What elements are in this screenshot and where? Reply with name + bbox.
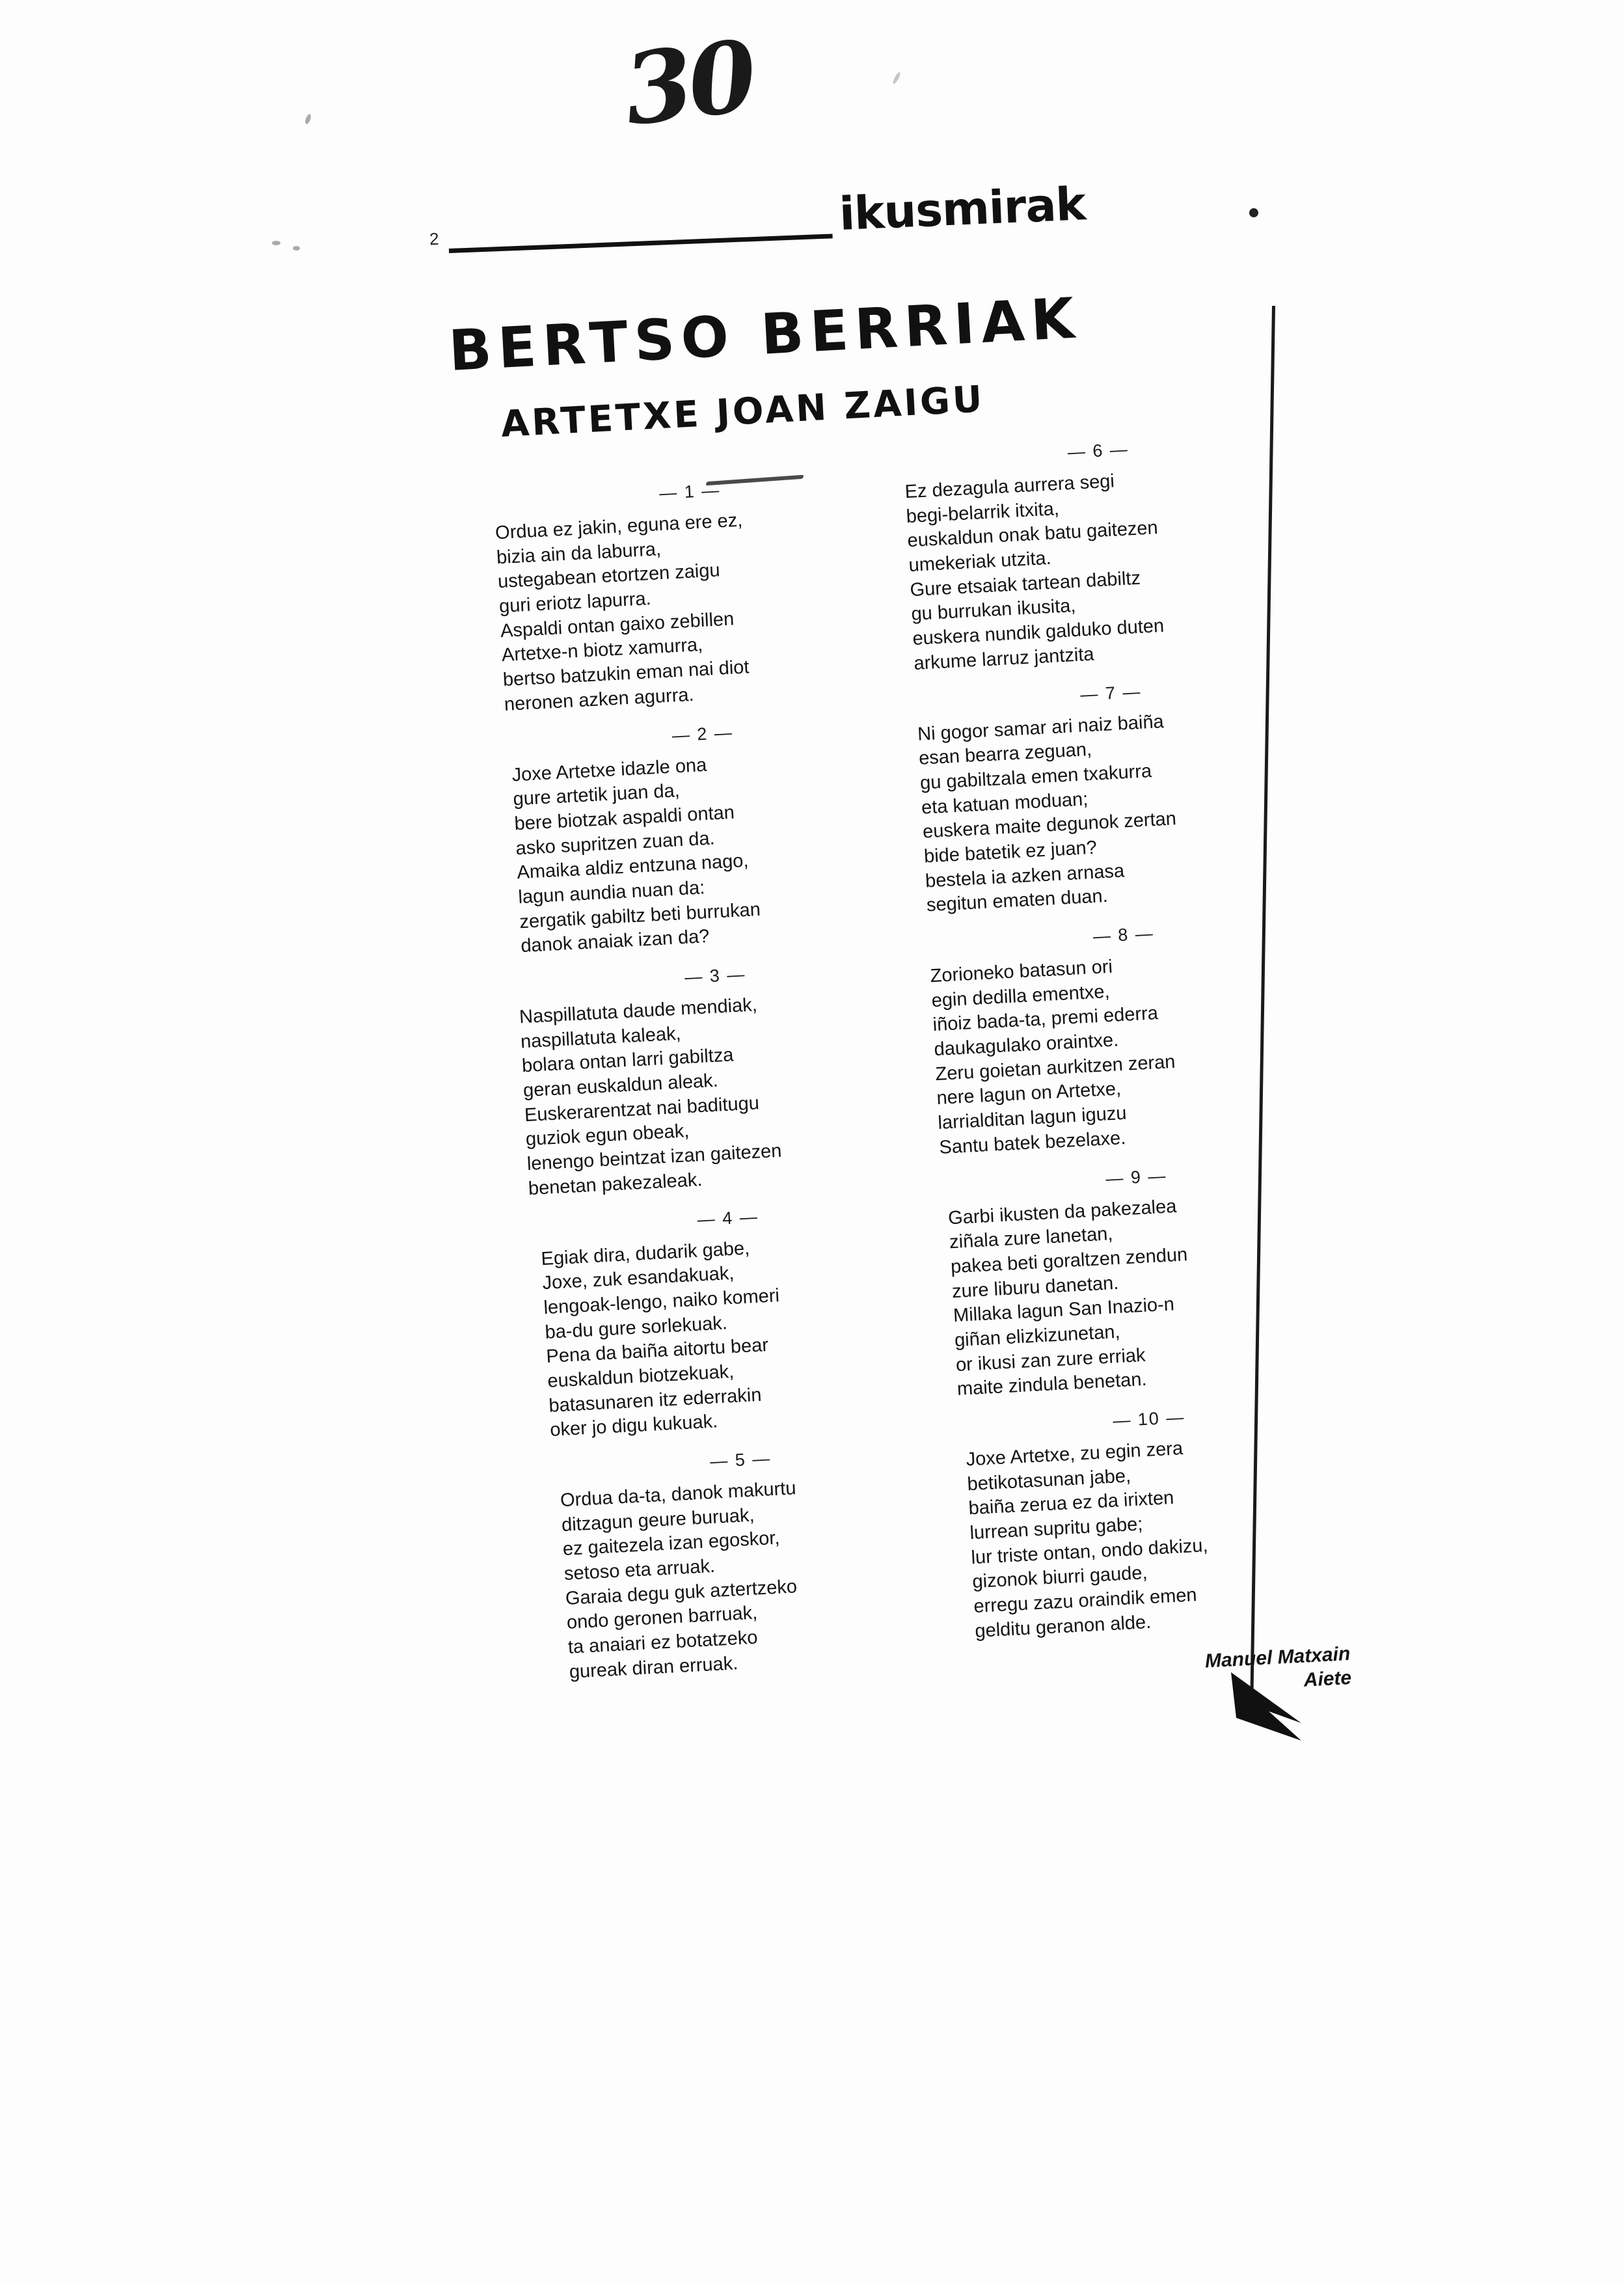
verse-text: Egiak dira, dudarik gabe, Joxe, zuk esandakuak, lengoak-lengo, naiko komeri ba-du gure sorlekuak. Pena da baiña aitortu bear euskaldun biotzekuak, batasunaren itz ederrakin oker jo digu kukuak.: [540, 1237, 780, 1441]
verse: [526, 1197, 940, 1443]
verse: [500, 713, 915, 959]
verse-number: — 8 —: [1092, 923, 1155, 947]
masthead-dot: [1249, 208, 1258, 217]
scan-speckle: [293, 246, 300, 251]
verse-number: — 10 —: [1112, 1407, 1186, 1431]
scan-speckle: [272, 241, 280, 245]
verse: [909, 672, 1323, 918]
verse-text: Ordua da-ta, danok makurtu ditzagun geure buruak, ez gaitezela izan egoskor, setoso eta arruak. Garaia degu guk aztertzeko ondo geronen barruak, ta anaiari ez botatzeko gureak diran erruak.: [560, 1478, 798, 1683]
verse-number: — 7 —: [1079, 681, 1143, 705]
verse-column-right: [896, 430, 1365, 1710]
verse-number: — 2 —: [671, 722, 734, 746]
verse: [921, 914, 1336, 1160]
author-place: Aiete: [1303, 1666, 1352, 1691]
verse-text: Garbi ikusten da pakezalea ziñala zure lanetan, pakea beti goraltzen zendun zure liburu danetan. Millaka lagun San Inazio-n giñan elizkizunetan, or ikusi zan zure erriak maite zindula benetan.: [947, 1195, 1188, 1400]
verse-text: Ordua ez jakin, eguna ere ez, bizia ain da laburra, ustegabean etortzen zaigu guri eriotz lapurra. Aspaldi ontan gaixo zebillen Artetxe-n biotz xamurra, bertso batzukin eman nai diot neronen azken agurra.: [494, 509, 750, 715]
verse-text: Naspillatuta daude mendiak, naspillatuta kaleak, bolara ontan larri gabiltza geran euskaldun aleak. Euskerarentzat nai baditugu guziok egun obeak, lenengo beintzat izan gaitezen benetan pakezaleak.: [519, 994, 783, 1199]
verse-number: — 6 —: [1067, 439, 1130, 463]
verse-text: Joxe Artetxe, zu egin zera betikotasunan jabe, baiña zerua ez da irixten lurrean supritu gabe; lur triste ontan, ondo dakizu, gizonok biurri gaude, erregu zazu oraindik emen gelditu geranon alde.: [965, 1437, 1209, 1642]
verse: [947, 1398, 1361, 1644]
verse: [513, 955, 928, 1201]
verse-columns: [449, 439, 1352, 1691]
scan-speckle: [304, 113, 312, 124]
verse: [539, 1439, 953, 1685]
verse: [488, 471, 902, 717]
article-headline: BERTSO BERRIAK: [447, 286, 1083, 384]
verse: [896, 430, 1310, 676]
verse-column-left: [488, 471, 954, 1702]
verse-text: Zorioneko batasun ori egin dedilla ementxe, iñoiz bada-ta, premi ederra daukagulako oraintxe. Zeru goietan aurkitzen zeran nere lagun on Artetxe, larrialditan lagun iguzu Santu batek bezelaxe.: [929, 956, 1176, 1158]
verse-number: — 3 —: [684, 964, 747, 988]
verse-number: — 5 —: [709, 1448, 772, 1472]
verse-number: — 4 —: [697, 1206, 759, 1230]
page-number: 2: [429, 228, 440, 249]
verse-number: — 9 —: [1105, 1165, 1168, 1189]
scan-speckle: [892, 72, 902, 85]
verse-text: Ez dezagula aurrera segi begi-belarrik itxita, euskaldun onak batu gaitezen umekeriak utzita. Gure etsaiak tartean dabiltz gu burrukan ikusita, euskera nundik galduko duten arkume larruz jantzita: [904, 470, 1165, 674]
verse-text: Joxe Artetxe idazle ona gure artetik juan da, bere biotzak aspaldi ontan asko supritzen zuan da. Amaika aldiz entzuna nago, lagun aundia nuan da: zergatik gabiltz beti burrukan danok anaiak izan da?: [511, 754, 761, 957]
verse-number: — 1 —: [658, 480, 722, 504]
masthead-title: ikusmirak: [838, 177, 1087, 241]
verse-text: Ni gogor samar ari naiz baiña esan bearra zeguan, gu gabiltzala emen txakurra eta katuan moduan; euskera maite degunok zertan bide batetik ez juan? bestela ia azken arnasa segitun ematen duan.: [917, 711, 1177, 916]
author-name: Manuel Matxain: [1204, 1642, 1351, 1672]
handwritten-page-mark: 30: [618, 18, 759, 148]
masthead-rule: [449, 234, 833, 253]
verse: [934, 1156, 1349, 1402]
article-subheadline: ARTETXE JOAN ZAIGU: [500, 378, 986, 446]
